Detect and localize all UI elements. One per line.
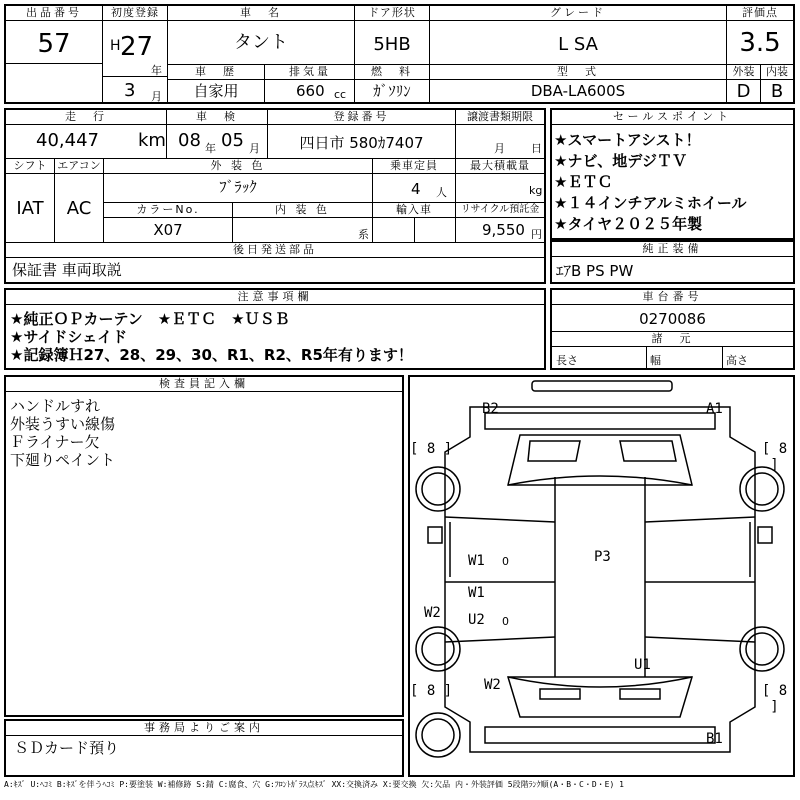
reg-year: 27 <box>120 32 154 62</box>
mileage-label: 走 行 <box>6 110 166 125</box>
equipment-label: 純正装備 <box>552 242 793 257</box>
sales-point-3: ★ＥＴＣ <box>554 173 613 191</box>
legend-footer: A:ｷｽﾞ U:ﾍｺﾐ B:ｷｽﾞを伴うﾍｺﾐ P:要塗装 W:補修跡 S:錆 C:腐食、穴 G:ﾌﾛﾝﾄｶﾞﾗｽ点ｷｽﾞ XX:交換済み X:要交換 欠:欠品 内・外装評価 5段階ﾗﾝｸ順(A・B・C・D・E) 1 <box>4 780 624 789</box>
equipment-value: ｴｱB PS PW <box>556 262 634 280</box>
load-unit: kg <box>529 184 543 197</box>
shift-label: シフト <box>6 159 54 174</box>
plate: 四日市 580ｶ7407 <box>299 134 424 152</box>
reg-era: H <box>110 38 121 54</box>
car-diagram <box>408 375 795 777</box>
width-label: 幅 <box>650 354 661 367</box>
sales-point-4: ★１４インチアルミホイール <box>554 194 747 212</box>
transfer-label: 譲渡書類期限 <box>456 110 544 125</box>
sales-point-2: ★ナビ、地デジＴＶ <box>554 152 687 170</box>
recycle-unit: 円 <box>531 228 542 241</box>
color-no: X07 <box>153 221 183 239</box>
sales-point-5: ★タイヤ２０２５年製 <box>554 215 703 233</box>
capacity-unit: 人 <box>436 186 447 199</box>
sales-point-1: ★スマートアシスト！ <box>554 131 701 149</box>
inspector-line-1: ハンドルすれ <box>10 397 101 415</box>
displacement-label: 排気量 <box>265 65 355 80</box>
tire-tread-fr: [ 8 ] <box>761 441 788 473</box>
zero-mark-1: 0 <box>502 555 509 568</box>
displacement-unit: cc <box>334 88 347 101</box>
ac-label: エアコン <box>55 159 103 174</box>
tire-tread-rr: [ 8 ] <box>761 683 788 715</box>
damage-mark-w1-front: W1 <box>468 553 485 569</box>
fuel: ｶﾞｿﾘﾝ <box>373 82 411 100</box>
inspector-line-4: 下廻りペイント <box>10 451 116 469</box>
int-grade: B <box>770 81 784 102</box>
later: 保証書 車両取説 <box>12 261 122 279</box>
details-block <box>4 108 546 284</box>
inspector-block <box>4 375 404 717</box>
damage-mark-u1: U1 <box>634 657 651 673</box>
transfer-day-unit: 日 <box>531 142 542 155</box>
caution-line-2: ★サイドシェイド <box>10 328 128 346</box>
lot-no: 57 <box>37 29 71 59</box>
insp-year-unit: 年 <box>205 142 216 155</box>
history: 自家用 <box>193 82 239 100</box>
capacity: 4 <box>411 180 421 198</box>
sales-points-label: セールスポイント <box>552 110 793 125</box>
caution-block <box>4 288 546 370</box>
color: ﾌﾞﾗｯｸ <box>219 178 257 196</box>
damage-mark-u2: U2 <box>468 612 485 628</box>
zero-mark-2: 0 <box>502 615 509 628</box>
load-label: 最大積載量 <box>456 159 544 174</box>
history-label: 車 歴 <box>168 65 264 80</box>
reg-month: 3 <box>124 80 136 101</box>
color-no-label: カラーNo. <box>104 203 232 218</box>
insp-month: 05 <box>221 130 244 151</box>
equipment-block <box>550 240 795 284</box>
fuel-label: 燃 料 <box>355 65 429 80</box>
height-label: 高さ <box>726 354 748 367</box>
score: 3.5 <box>739 28 781 58</box>
interior-unit: 系 <box>358 228 369 241</box>
top-block <box>4 4 795 104</box>
chassis-label: 車台番号 <box>552 290 793 305</box>
reg-label: 初度登録 <box>103 6 167 21</box>
sales-points-block <box>550 108 795 240</box>
caution-line-1: ★純正ＯＰカーテン ★ＥＴＣ ★ＵＳＢ <box>10 310 290 328</box>
damage-mark-w1-mid: W1 <box>468 585 485 601</box>
mileage-unit: km <box>138 130 166 151</box>
recycle-label: リサイクル預託金 <box>456 203 544 218</box>
transfer-month-unit: 月 <box>494 142 505 155</box>
chassis-block <box>550 288 795 370</box>
caution-label: 注意事項欄 <box>6 290 544 305</box>
reg-month-unit: 月 <box>151 90 162 103</box>
damage-mark-a1: A1 <box>706 401 723 417</box>
office-label: 事務局よりご案内 <box>6 721 402 736</box>
car-outline <box>410 377 793 775</box>
length-label: 長さ <box>556 354 578 367</box>
ext-label: 外装 <box>727 65 760 80</box>
car-name-label: 車 名 <box>168 6 354 21</box>
ac: AC <box>66 198 92 219</box>
plate-label: 登録番号 <box>268 110 455 125</box>
office-value: ＳＤカード預り <box>14 739 120 757</box>
chassis-value: 0270086 <box>639 310 706 328</box>
car-name: タント <box>234 32 288 53</box>
insp-month-unit: 月 <box>249 142 260 155</box>
model: DBA-LA600S <box>530 82 626 100</box>
interior-label: 内 装 色 <box>233 203 372 218</box>
insp-year: 08 <box>178 130 201 151</box>
inspector-line-3: Ｆライナー欠 <box>10 433 100 451</box>
reg-year-unit: 年 <box>151 64 162 77</box>
office-block <box>4 719 404 777</box>
ext-grade: D <box>736 81 751 102</box>
tire-tread-fl: [ 8 ] <box>410 441 453 457</box>
caution-line-3: ★記録簿Ｈ27、28、29、30、R1、R2、R5年有ります！ <box>10 346 413 364</box>
damage-mark-b2: B2 <box>482 401 499 417</box>
tire-tread-rl: [ 8 ] <box>410 683 453 699</box>
shift: IAT <box>16 198 44 219</box>
grade: L SA <box>558 34 598 55</box>
dims-label: 諸 元 <box>552 332 793 347</box>
damage-mark-p3: P3 <box>594 549 611 565</box>
inspection-label: 車 検 <box>167 110 267 125</box>
capacity-label: 乗車定員 <box>373 159 455 174</box>
damage-mark-w2-rear: W2 <box>484 677 501 693</box>
inspector-label: 検査員記入欄 <box>6 377 402 392</box>
grade-label: グレード <box>430 6 726 21</box>
mileage: 40,447 <box>36 130 99 151</box>
int-label: 内装 <box>761 65 793 80</box>
color-label: 外 装 色 <box>104 159 372 174</box>
later-label: 後日発送部品 <box>6 243 544 258</box>
lot-no-label: 出品番号 <box>6 6 102 21</box>
model-label: 型 式 <box>430 65 726 80</box>
recycle: 9,550 <box>482 221 525 239</box>
score-label: 評価点 <box>727 6 793 21</box>
displacement: 660 <box>296 82 325 100</box>
inspector-line-2: 外装うすい線傷 <box>10 415 116 433</box>
damage-mark-w2-side: W2 <box>424 605 441 621</box>
door: 5HB <box>373 34 411 55</box>
door-label: ドア形状 <box>355 6 429 21</box>
damage-mark-b1: B1 <box>706 731 723 747</box>
import-label: 輸入車 <box>373 203 455 218</box>
